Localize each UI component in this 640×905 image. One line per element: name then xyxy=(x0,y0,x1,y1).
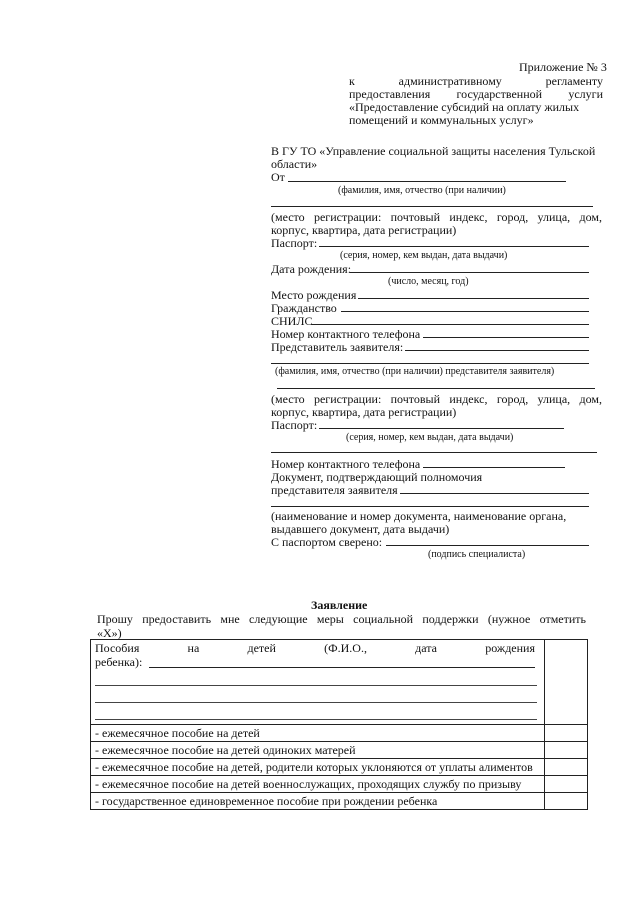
birth-date-label: Дата рождения: xyxy=(271,262,352,276)
child-info-input-line-1[interactable] xyxy=(149,667,535,668)
passport-input-line[interactable] xyxy=(319,246,589,247)
snils-input-line[interactable] xyxy=(311,324,589,325)
passport-hint: (серия, номер, кем выдан, дата выдачи) xyxy=(340,250,508,261)
snils-label: СНИЛС xyxy=(271,314,313,328)
children-benefit-row-2 xyxy=(95,655,540,669)
authority-document-label-2: представителя заявителя xyxy=(271,483,398,497)
addressee-line-1: В ГУ ТО «Управление социальной защиты населения Тульской xyxy=(271,144,596,158)
children-benefit-cell xyxy=(91,640,545,725)
representative-passport-extra-line[interactable] xyxy=(271,452,597,453)
registration-hint-1: (место регистрации: почтовый индекс, город, улица, дом, xyxy=(271,210,602,224)
child-info-input-line-2[interactable] xyxy=(95,672,537,686)
child-info-input-line-4[interactable] xyxy=(95,706,537,720)
specialist-signature-hint: (подпись специалиста) xyxy=(428,549,526,560)
table-row xyxy=(91,742,588,759)
benefit-option-label: - ежемесячное пособие на детей военнослужащих, проходящих службу по призыву xyxy=(91,776,545,793)
children-benefit-text-2: ребенка): xyxy=(95,655,143,669)
birth-date-input-line[interactable] xyxy=(350,272,589,273)
representative-fio-input-line[interactable] xyxy=(271,363,589,364)
representative-passport-label: Паспорт: xyxy=(271,418,318,432)
appendix-line-1: к административному регламенту xyxy=(349,74,603,88)
table-row xyxy=(91,725,588,742)
appendix-title: Приложение № 3 xyxy=(519,60,607,74)
representative-phone-input-line[interactable] xyxy=(423,467,565,468)
statement-intro-line-1: Прошу предоставить мне следующие меры социальной поддержки (нужное отметить xyxy=(97,612,586,626)
benefit-option-checkbox[interactable] xyxy=(545,793,588,810)
phone-input-line[interactable] xyxy=(423,337,589,338)
children-benefit-text-1: Пособия на детей (Ф.И.О., дата рождения xyxy=(95,641,535,655)
registration-hint-2: корпус, квартира, дата регистрации) xyxy=(271,223,457,237)
fio-hint: (фамилия, имя, отчество (при наличии) xyxy=(338,185,506,196)
appendix-line-2: предоставления государственной услуги xyxy=(349,87,603,101)
benefits-table xyxy=(90,639,588,810)
phone-label: Номер контактного телефона xyxy=(271,327,421,341)
benefit-option-checkbox[interactable] xyxy=(545,725,588,742)
representative-label: Представитель заявителя: xyxy=(271,340,404,354)
passport-verified-signature-line[interactable] xyxy=(386,545,589,546)
authority-document-hint-1: (наименование и номер документа, наименование органа, xyxy=(271,509,567,523)
appendix-line-3: «Предоставление субсидий на оплату жилых xyxy=(349,100,580,114)
citizenship-input-line[interactable] xyxy=(341,311,589,312)
from-label: От xyxy=(271,170,285,184)
authority-document-extra-line[interactable] xyxy=(271,506,589,507)
child-info-input-line-3[interactable] xyxy=(95,689,537,703)
representative-passport-input-line[interactable] xyxy=(319,428,564,429)
passport-label: Паспорт: xyxy=(271,236,318,250)
citizenship-label: Гражданство xyxy=(271,301,337,315)
birth-date-hint: (число, месяц, год) xyxy=(388,276,469,287)
birthplace-input-line[interactable] xyxy=(358,298,589,299)
authority-document-input-line[interactable] xyxy=(400,493,589,494)
children-benefit-checkbox[interactable] xyxy=(545,640,588,725)
table-row xyxy=(91,759,588,776)
table-row xyxy=(91,793,588,810)
benefit-option-checkbox[interactable] xyxy=(545,742,588,759)
benefit-option-label: - ежемесячное пособие на детей, родители которых уклоняются от уплаты алиментов xyxy=(91,759,545,776)
addressee-line-2: области» xyxy=(271,157,318,171)
authority-document-label-1: Документ, подтверждающий полномочия xyxy=(271,470,483,484)
statement-heading: Заявление xyxy=(311,598,368,612)
representative-registration-hint-1: (место регистрации: почтовый индекс, город, улица, дом, xyxy=(271,392,602,406)
representative-phone-label: Номер контактного телефона xyxy=(271,457,421,471)
passport-verified-label: С паспортом сверено: xyxy=(271,535,383,549)
representative-passport-hint: (серия, номер, кем выдан, дата выдачи) xyxy=(346,432,514,443)
appendix-line-4: помещений и коммунальных услуг» xyxy=(349,113,534,127)
representative-registration-input-line[interactable] xyxy=(277,388,595,389)
statement-intro-line-2: «X») xyxy=(97,626,122,640)
representative-registration-hint-2: корпус, квартира, дата регистрации) xyxy=(271,405,457,419)
benefit-option-checkbox[interactable] xyxy=(545,776,588,793)
birthplace-label: Место рождения xyxy=(271,288,357,302)
benefit-option-checkbox[interactable] xyxy=(545,759,588,776)
table-row xyxy=(91,640,588,725)
benefit-option-label: - государственное единовременное пособие при рождении ребенка xyxy=(91,793,545,810)
representative-input-line[interactable] xyxy=(405,350,589,351)
benefit-option-label: - ежемесячное пособие на детей одиноких матерей xyxy=(91,742,545,759)
authority-document-hint-2: выдавшего документ, дата выдачи) xyxy=(271,522,450,536)
benefit-option-label: - ежемесячное пособие на детей xyxy=(91,725,545,742)
table-row xyxy=(91,776,588,793)
representative-fio-hint: (фамилия, имя, отчество (при наличии) представителя заявителя) xyxy=(275,366,555,377)
from-input-line[interactable] xyxy=(288,181,566,182)
registration-input-line[interactable] xyxy=(271,206,593,207)
